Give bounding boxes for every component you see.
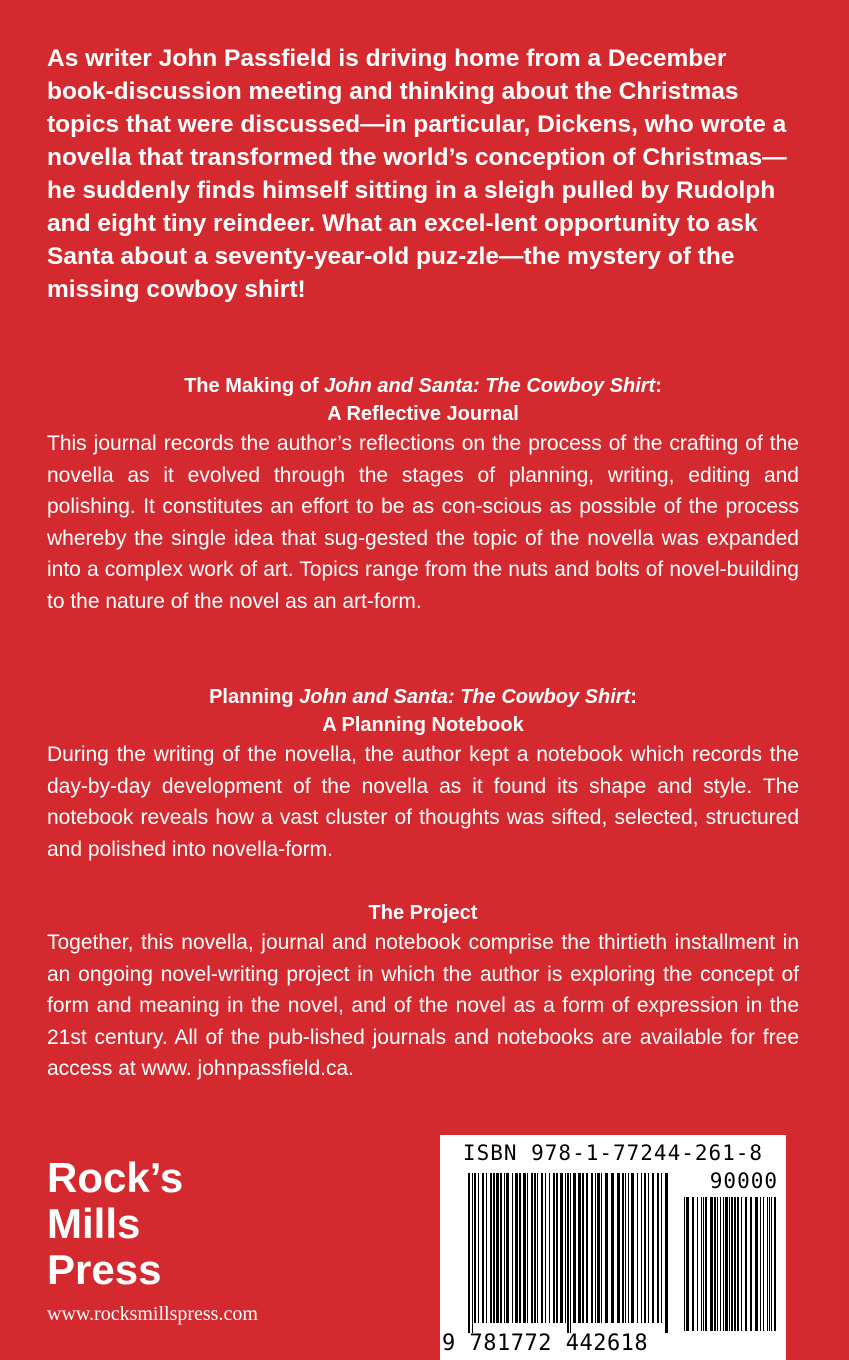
barcode-bar: [591, 1173, 593, 1323]
barcode-bar: [597, 1173, 600, 1323]
section-title-suffix: :: [655, 375, 662, 397]
barcode-bar: [686, 1197, 689, 1331]
barcode-bar: [769, 1197, 770, 1331]
barcode-bar: [512, 1173, 513, 1323]
barcode-bar: [478, 1173, 479, 1323]
barcode-bar: [745, 1197, 747, 1331]
barcode-bar: [697, 1197, 698, 1331]
barcode-bar: [490, 1173, 492, 1323]
barcode-bar: [741, 1197, 742, 1331]
barcode-bar: [500, 1173, 502, 1323]
publisher-line-1: Rock’s: [47, 1154, 184, 1201]
barcode-bar: [556, 1173, 558, 1323]
barcode-bar: [731, 1197, 733, 1331]
ean-digits: 9 781772 442618: [442, 1331, 649, 1356]
barcode-bar: [570, 1173, 571, 1333]
barcode-bar: [625, 1173, 626, 1323]
section-body: Together, this novella, journal and notebook comprise the thirtieth installment in an ongoing novel-writing project in which the author is exploring the concept of form and meaning in the novel, and of the novel as a form of expression in the 21st century. All of the pub-lished journals and notebooks are available for free access at www. johnpassfield.ca.: [47, 931, 799, 1081]
barcode-bar: [560, 1173, 563, 1323]
barcode-bar: [725, 1197, 728, 1331]
barcode-bar: [755, 1197, 758, 1331]
publisher-line-2: Mills: [47, 1200, 141, 1247]
book-title: John and Santa: The Cowboy Shirt: [299, 686, 631, 708]
barcode-bar: [684, 1197, 685, 1331]
barcode-bar: [527, 1173, 528, 1323]
barcode-bar: [665, 1173, 668, 1333]
barcode-bar: [701, 1197, 702, 1331]
addon-bars: [684, 1197, 776, 1331]
barcode-bar: [537, 1173, 538, 1323]
barcode-bar: [734, 1197, 736, 1331]
barcode-bar: [611, 1173, 614, 1323]
barcode-bar: [474, 1173, 476, 1323]
barcode-bar: [729, 1197, 730, 1331]
barcode-bar: [567, 1173, 569, 1333]
barcode-bar: [692, 1197, 694, 1331]
section-reflective-journal: [47, 372, 799, 618]
section-title: [47, 372, 799, 400]
barcode-bar: [710, 1197, 713, 1331]
publisher-logo: [47, 1155, 183, 1293]
barcode-bar: [750, 1197, 752, 1331]
barcode-bar: [771, 1197, 772, 1331]
isbn-label: ISBN 978-1-77244-261-8: [462, 1141, 764, 1165]
barcode-bar: [644, 1173, 646, 1323]
section-subtitle: A Planning Notebook: [322, 714, 524, 736]
publisher-line-3: Press: [47, 1246, 162, 1293]
barcode-bar: [774, 1197, 776, 1331]
barcode-bar: [472, 1173, 473, 1333]
barcode-bar: [763, 1197, 764, 1331]
barcode-box: [440, 1135, 786, 1360]
barcode-bar: [617, 1173, 620, 1323]
barcode-bar: [631, 1173, 634, 1323]
barcode-bar: [705, 1197, 707, 1331]
barcode-bar: [605, 1173, 608, 1323]
section-project: [47, 899, 799, 1085]
barcode-bar: [703, 1197, 704, 1331]
barcode-bar: [641, 1173, 642, 1323]
barcode-bar: [637, 1173, 638, 1323]
section-title-suffix: :: [630, 686, 637, 708]
barcode-bar: [531, 1173, 533, 1323]
barcode-bar: [628, 1173, 629, 1323]
barcode-bar: [657, 1173, 659, 1323]
barcode-bar: [565, 1173, 566, 1323]
barcode-bar: [496, 1173, 499, 1323]
barcode-bar: [582, 1173, 584, 1323]
barcode-bar: [648, 1173, 649, 1323]
barcode-bar: [468, 1173, 470, 1333]
barcode-bar: [720, 1197, 721, 1331]
barcode-bar: [534, 1173, 536, 1323]
barcode-bar: [545, 1173, 546, 1323]
barcode-bar: [493, 1173, 495, 1323]
barcode-bar: [622, 1173, 624, 1323]
barcode-bar: [541, 1173, 543, 1323]
barcode-bar: [515, 1173, 518, 1323]
barcode-bar: [717, 1197, 718, 1331]
section-title-prefix: Planning: [209, 686, 300, 708]
section-planning-notebook: [47, 683, 799, 865]
ean-bars: [468, 1173, 668, 1333]
price-code: 90000: [709, 1169, 778, 1193]
barcode-bar: [760, 1197, 761, 1331]
section-title-prefix: The Making of: [184, 375, 325, 397]
barcode-bar: [586, 1173, 588, 1323]
barcode-bar: [486, 1173, 487, 1323]
section-subtitle: A Reflective Journal: [327, 403, 519, 425]
barcode-bar: [595, 1173, 596, 1323]
barcode-bar: [714, 1197, 716, 1331]
section-body: This journal records the author’s reflections on the process of the crafting of the novella as it evolved through the stages of planning, writing, editing and polishing. It constitutes an effort to be as con-scious as possible of the process whereby the single idea that sug-gested the topic of the novella was expanded into a complex work of art. Topics range from the nuts and bolts of novel-building to the nature of the novel as an art-form.: [47, 432, 799, 613]
barcode-bar: [506, 1173, 509, 1323]
section-body: During the writing of the novella, the author kept a notebook which records the day-by-day development of the novella as it found its shape and style. The notebook reveals how a vast cluster of thoughts was sifted, selected, structured and polished into novella-form.: [47, 743, 799, 861]
blurb-text: As writer John Passfield is driving home from a December book-discussion meeting and thinking about the Christmas topics that were discussed—in particular, Dickens, who wrote a novella that transformed the world’s conception of Christmas—he suddenly finds himself sitting in a sleigh pulled by Rudolph and eight tiny reindeer. What an excel-lent opportunity to ask Santa about a seventy-year-old puz-zle—the mystery of the missing cowboy shirt!: [47, 45, 787, 303]
barcode-bar: [737, 1197, 739, 1331]
barcode-bar: [767, 1197, 768, 1331]
publisher-website: www.rocksmillspress.com: [47, 1303, 258, 1325]
barcode-bar: [661, 1173, 662, 1323]
barcode-bar: [723, 1197, 724, 1331]
barcode-bar: [553, 1173, 555, 1323]
barcode-bar: [482, 1173, 484, 1323]
barcode-bar: [652, 1173, 654, 1323]
barcode-bar: [573, 1173, 576, 1323]
book-title: John and Santa: The Cowboy Shirt: [324, 375, 656, 397]
barcode-bar: [504, 1173, 505, 1323]
barcode-bar: [523, 1173, 526, 1323]
section-title: [47, 683, 799, 711]
barcode-bar: [578, 1173, 581, 1323]
barcode-bar: [549, 1173, 550, 1323]
section-title: The Project: [368, 902, 478, 924]
barcode-bar: [519, 1173, 521, 1323]
barcode-bar: [601, 1173, 602, 1323]
